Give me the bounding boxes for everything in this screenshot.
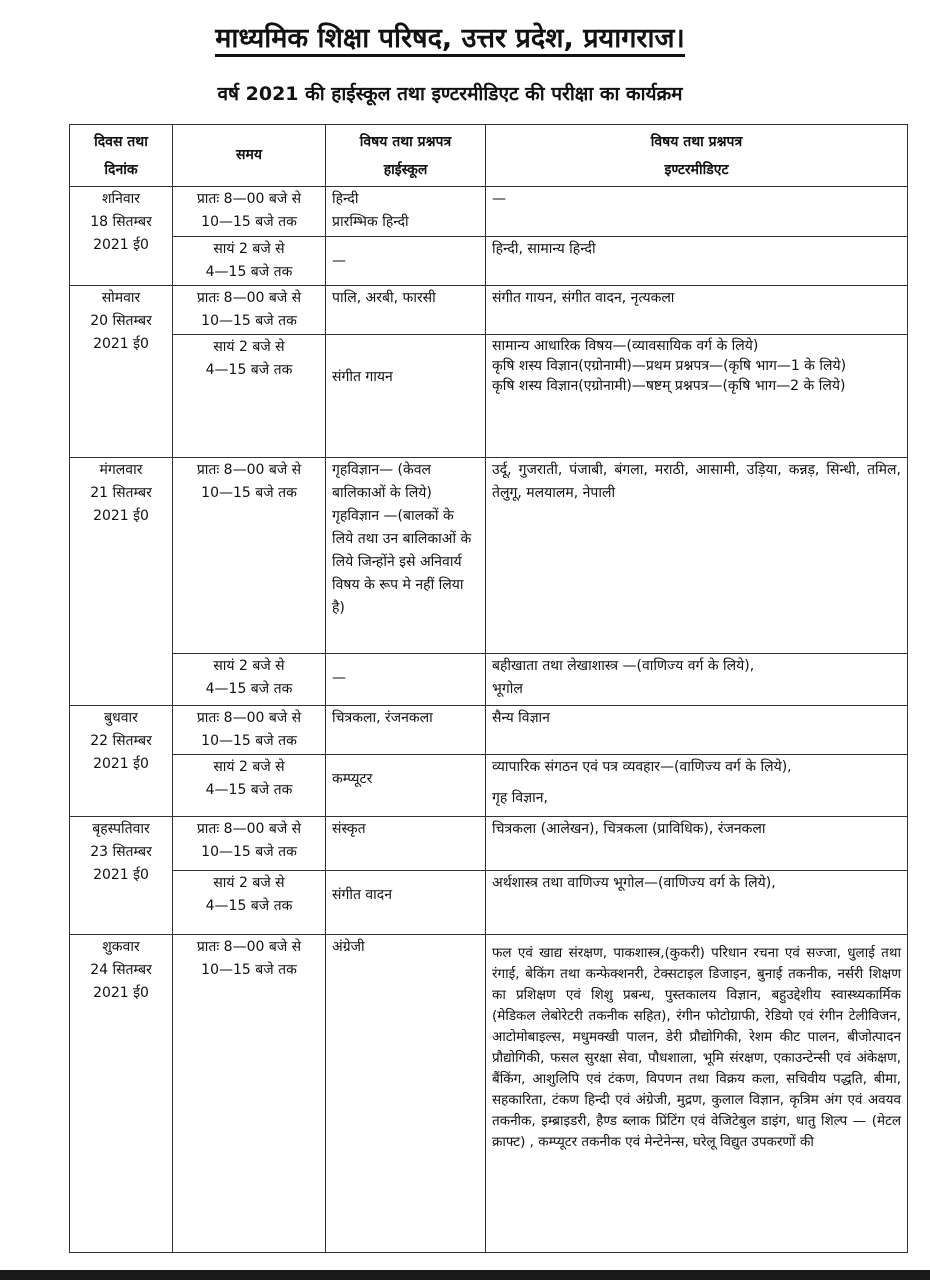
table-row xyxy=(70,237,908,286)
time-cell: सायं 2 बजे से 4—15 बजे तक xyxy=(173,335,326,458)
day-date-cell: शनिवार 18 सितम्बर 2021 ई0 xyxy=(70,187,173,286)
intermediate-subject-cell: उर्दू, गुजराती, पंजाबी, बंगला, मराठी, आसामी, उड़िया, कन्नड़, सिन्धी, तमिल, तेलुगू, मलयालम, नेपाली xyxy=(486,458,908,654)
table-row xyxy=(70,817,908,871)
highschool-subject-cell: पालि, अरबी, फारसी xyxy=(326,286,486,335)
table-row xyxy=(70,187,908,237)
highschool-subject-cell: — xyxy=(326,237,486,286)
table-row xyxy=(70,871,908,935)
table-row xyxy=(70,654,908,706)
header-highschool: विषय तथा प्रश्नपत्र हाईस्कूल xyxy=(326,125,486,187)
highschool-subject-cell: संस्कृत xyxy=(326,817,486,871)
time-cell: सायं 2 बजे से 4—15 बजे तक xyxy=(173,755,326,817)
intermediate-subject-cell: चित्रकला (आलेखन), चित्रकला (प्राविधिक), रंजनकला xyxy=(486,817,908,871)
intermediate-subject-cell: सैन्य विज्ञान xyxy=(486,706,908,755)
highschool-subject-cell: कम्प्यूटर xyxy=(326,755,486,817)
header-intermediate: विषय तथा प्रश्नपत्र इण्टरमीडिएट xyxy=(486,125,908,187)
intermediate-subject-cell: अर्थशास्त्र तथा वाणिज्य भूगोल—(वाणिज्य वर्ग के लिये), xyxy=(486,871,908,935)
intermediate-subject-cell: सामान्य आधारिक विषय—(व्यावसायिक वर्ग के लिये) कृषि शस्य विज्ञान(एग्रोनामी)—प्रथम प्रश्नपत्र—(कृषि भाग—1 के लिये) कृषि शस्य विज्ञान(एग्रोनामी)—षष्टम् प्रश्नपत्र—(कृषि भाग—2 के लिये) xyxy=(486,335,908,458)
intermediate-subject-cell: — xyxy=(486,187,908,237)
highschool-subject-cell: हिन्दी प्रारम्भिक हिन्दी xyxy=(326,187,486,237)
header-row xyxy=(70,125,908,187)
header-time: समय xyxy=(173,125,326,187)
page-title: माध्यमिक शिक्षा परिषद, उत्तर प्रदेश, प्रयागराज। xyxy=(0,18,900,55)
page-subtitle: वर्ष 2021 की हाईस्कूल तथा इण्टरमीडिएट की परीक्षा का कार्यक्रम xyxy=(217,83,683,105)
header-day-date: दिवस तथा दिनांक xyxy=(70,125,173,187)
table-row xyxy=(70,286,908,335)
time-cell: प्रातः 8—00 बजे से 10—15 बजे तक xyxy=(173,817,326,871)
intermediate-subject-cell: व्यापारिक संगठन एवं पत्र व्यवहार—(वाणिज्य वर्ग के लिये), गृह विज्ञान, xyxy=(486,755,908,817)
table-row xyxy=(70,458,908,654)
table-row xyxy=(70,706,908,755)
table-row xyxy=(70,755,908,817)
intermediate-subject-cell: संगीत गायन, संगीत वादन, नृत्यकला xyxy=(486,286,908,335)
intermediate-subject-cell: बहीखाता तथा लेखाशास्त्र —(वाणिज्य वर्ग के लिये), भूगोल xyxy=(486,654,908,706)
day-date-cell: शुकवार 24 सितम्बर 2021 ई0 xyxy=(70,935,173,1253)
table-row xyxy=(70,935,908,1253)
time-cell: प्रातः 8—00 बजे से 10—15 बजे तक xyxy=(173,935,326,1253)
time-cell: प्रातः 8—00 बजे से 10—15 बजे तक xyxy=(173,706,326,755)
time-cell: सायं 2 बजे से 4—15 बजे तक xyxy=(173,237,326,286)
highschool-subject-cell: गृहविज्ञान— (केवल बालिकाओं के लिये) गृहविज्ञान —(बालकों के लिये तथा उन बालिकाओं के लिये जिन्होंने इसे अनिवार्य विषय के रूप मे नहीं लिया है) xyxy=(326,458,486,654)
time-cell: प्रातः 8—00 बजे से 10—15 बजे तक xyxy=(173,286,326,335)
page-bottom-border xyxy=(0,1270,930,1280)
highschool-subject-cell: संगीत गायन xyxy=(326,335,486,458)
table-row xyxy=(70,335,908,458)
intermediate-subject-cell: फल एवं खाद्य संरक्षण, पाकशास्त्र,(कुकरी) परिधान रचना एवं सज्जा, धुलाई तथा रंगाई, बेकिंग तथा कन्फेक्शनरी, टेक्सटाइल डिजाइन, बुनाई तकनीक, नर्सरी शिक्षण का प्रशिक्षण एवं शिशु प्रबन्ध, पुस्तकालय विज्ञान, बहुउद्देशीय स्वास्थ्यकार्मिक (मेडिकल लेबोरेटरी तकनीक सहित), रंगीन फोटोग्राफी, रेडियो एवं रंगीन टेलीविजन, आटोमोबाइल्स, मधुमक्खी पालन, डेरी प्रौद्योगिकी, रेशम कीट पालन, बीजोत्पादन प्रौद्योगिकी, फसल सुरक्षा सेवा, पौधशाला, भूमि संरक्षण, एकाउन्टेन्सी एवं अंकेक्षण, बैंकिंग, आशुलिपि एवं टंकण, विपणन तथा विक्रय कला, सचिवीय पद्धति, बीमा, सहकारिता, टंकण हिन्दी एवं अंग्रेजी, मुद्रण, कुलाल विज्ञान, कृत्रिम अंग एवं अवयव तकनीक, इम्ब्राइडरी, हैण्ड ब्लाक प्रिंटिंग एवं वेजिटेबुल डाइंग, धातु शिल्प — (मेटल क्राफ्ट) , कम्प्यूटर तकनीक एवं मेन्टेनेन्स, घरेलू विद्युत उपकरणों की xyxy=(486,935,908,1253)
time-cell: सायं 2 बजे से 4—15 बजे तक xyxy=(173,654,326,706)
time-cell: सायं 2 बजे से 4—15 बजे तक xyxy=(173,871,326,935)
day-date-cell: सोमवार 20 सितम्बर 2021 ई0 xyxy=(70,286,173,458)
exam-schedule-table xyxy=(69,124,908,1253)
time-cell: प्रातः 8—00 बजे से 10—15 बजे तक xyxy=(173,187,326,237)
day-date-cell: मंगलवार 21 सितम्बर 2021 ई0 xyxy=(70,458,173,706)
highschool-subject-cell: संगीत वादन xyxy=(326,871,486,935)
day-date-cell: बुधवार 22 सितम्बर 2021 ई0 xyxy=(70,706,173,817)
highschool-subject-cell: — xyxy=(326,654,486,706)
day-date-cell: बृहस्पतिवार 23 सितम्बर 2021 ई0 xyxy=(70,817,173,935)
highschool-subject-cell: चित्रकला, रंजनकला xyxy=(326,706,486,755)
intermediate-subject-cell: हिन्दी, सामान्य हिन्दी xyxy=(486,237,908,286)
time-cell: प्रातः 8—00 बजे से 10—15 बजे तक xyxy=(173,458,326,654)
highschool-subject-cell: अंग्रेजी xyxy=(326,935,486,1253)
